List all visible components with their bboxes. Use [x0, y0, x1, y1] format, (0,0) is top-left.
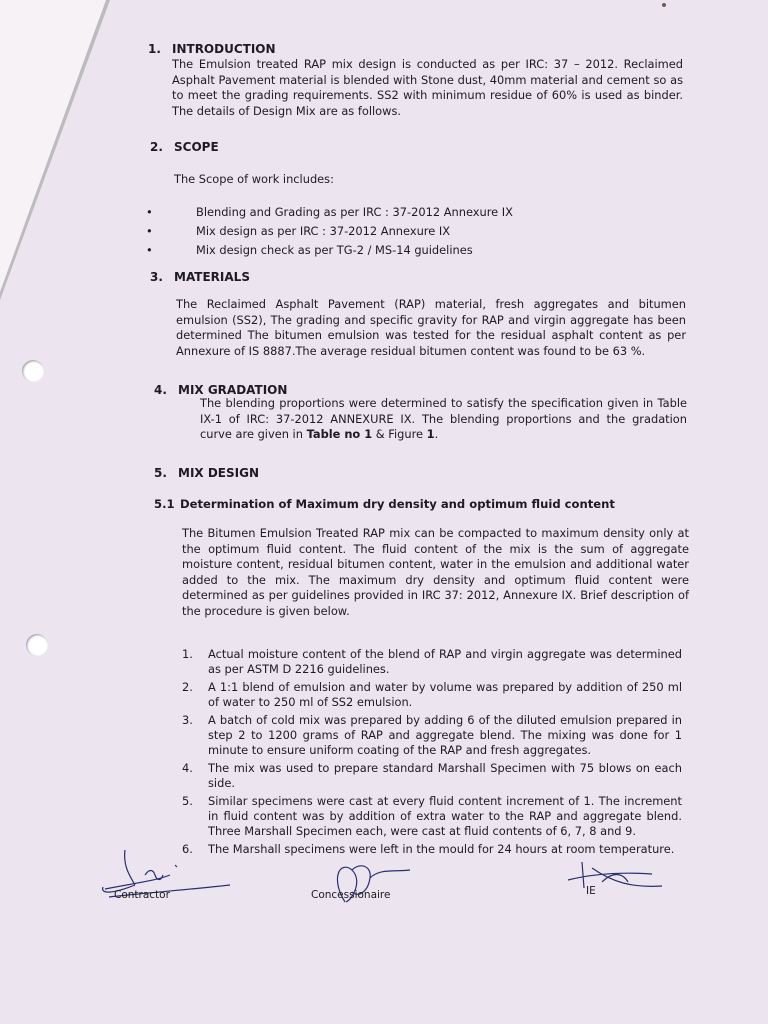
section-title: INTRODUCTION: [172, 42, 276, 56]
procedure-steps: [182, 647, 682, 860]
mix-gradation-text: The blending proportions were determined to satisfy the specification given in Table IX-1 of IRC: 37-2012 ANNEXURE IX. The blending proportions and the gradation curve are given in Table no 1 & Figure 1.: [200, 396, 687, 442]
section-title: SCOPE: [174, 140, 219, 154]
section-introduction-heading: [148, 42, 276, 56]
scope-intro: The Scope of work includes:: [174, 172, 334, 186]
section-number: 5.: [154, 466, 167, 480]
materials-text: The Reclaimed Asphalt Pavement (RAP) material, fresh aggregates and bitumen emulsion (SS2), The grading and specific gravity for RAP and virgin aggregate has been determined The bitumen emulsion was tested for the residual asphalt content as per Annexure of IS 8887.The average residual bitumen content was found to be 63 %.: [176, 297, 686, 358]
punch-hole-bottom: [26, 634, 48, 656]
ie-signature: [562, 858, 672, 898]
section-title: MIX DESIGN: [178, 466, 259, 480]
scope-item: • Mix design as per IRC : 37-2012 Annexure IX: [146, 222, 513, 241]
table-reference: Table no 1: [306, 427, 373, 442]
procedure-step: 3. A batch of cold mix was prepared by adding 6 of the diluted emulsion prepared in step 2 to 1200 grams of RAP and aggregate blend. The mixing was done for 1 minute to ensure uniform coating of the RAP and fresh aggregates.: [182, 713, 682, 757]
section-mdd-heading: [154, 497, 615, 511]
section-materials-heading: [150, 270, 250, 284]
section-number: 1.: [148, 42, 161, 56]
section-scope-heading: [150, 140, 219, 154]
scope-item: • Mix design check as per TG-2 / MS-14 guidelines: [146, 241, 513, 260]
introduction-text: The Emulsion treated RAP mix design is conducted as per IRC: 37 – 2012. Reclaimed Asphalt Pavement material is blended with Stone dust, 40mm material and cement so as to meet the grading requirements. SS2 with minimum residue of 60% is used as binder. The details of Design Mix are as follows.: [172, 57, 683, 118]
section-title: MATERIALS: [174, 270, 250, 284]
section-number: 5.1: [154, 497, 175, 511]
figure-reference: 1: [426, 427, 435, 442]
section-number: 4.: [154, 383, 167, 397]
section-number: 3.: [150, 270, 163, 284]
procedure-step: 2. A 1:1 blend of emulsion and water by volume was prepared by addition of 250 ml of water to 250 ml of SS2 emulsion.: [182, 680, 682, 709]
section-title: Determination of Maximum dry density and optimum fluid content: [180, 497, 615, 511]
scope-item: • Blending and Grading as per IRC : 37-2012 Annexure IX: [146, 203, 513, 222]
mdd-text: The Bitumen Emulsion Treated RAP mix can be compacted to maximum density only at the optimum fluid content. The fluid content of the mix is the sum of aggregate moisture content, residual bitumen content, water in the emulsion and additional water added to the mix. The maximum dry density and optimum fluid content were determined as per guidelines provided in IRC 37: 2012, Annexure IX. Brief description of the procedure is given below.: [182, 526, 689, 618]
procedure-step: 5. Similar specimens were cast at every fluid content increment of 1. The increment in fluid content was by addition of extra water to the RAP and aggregate blend. Three Marshall Specimen each, were cast at fluid contents of 6, 7, 8 and 9.: [182, 794, 682, 838]
ink-speck: [662, 3, 666, 7]
punch-hole-top: [22, 360, 44, 382]
section-number: 2.: [150, 140, 163, 154]
scope-list: [146, 203, 513, 260]
procedure-step: 1. Actual moisture content of the blend of RAP and virgin aggregate was determined as per ASTM D 2216 guidelines.: [182, 647, 682, 676]
section-mix-design-heading: [154, 466, 259, 480]
procedure-step: 4. The mix was used to prepare standard Marshall Specimen with 75 blows on each side.: [182, 761, 682, 790]
procedure-step: 6. The Marshall specimens were left in the mould for 24 hours at room temperature.: [182, 842, 675, 856]
section-mix-gradation-heading: [154, 383, 287, 397]
contractor-label: Contractor: [114, 889, 170, 901]
concessionaire-label: Concessionaire: [311, 889, 391, 901]
section-title: MIX GRADATION: [178, 383, 288, 397]
ie-label: IE: [586, 885, 596, 897]
